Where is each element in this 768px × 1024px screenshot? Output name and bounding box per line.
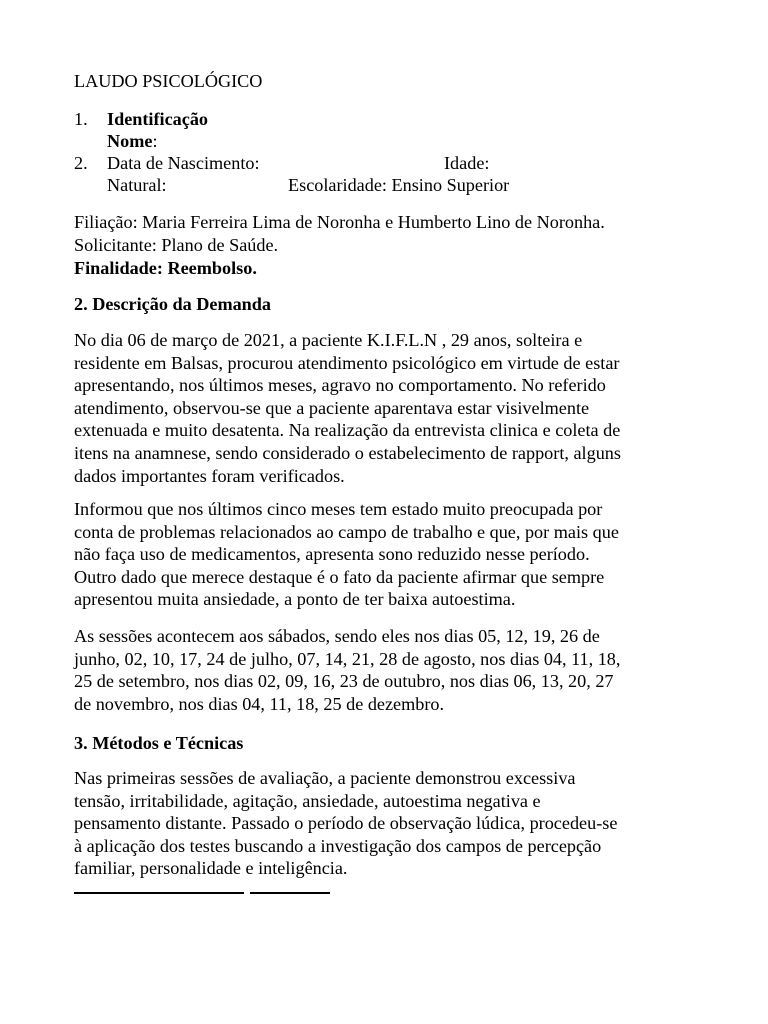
demanda-paragraph-3 bbox=[74, 625, 714, 715]
idade-label: Idade: bbox=[444, 153, 490, 173]
paragraph-line: conta de problemas relacionados ao campo de trabalho e que, por mais que bbox=[74, 521, 619, 542]
paragraph-line: 25 de setembro, nos dias 02, 09, 16, 23 de outubro, nos dias 06, 13, 20, 27 bbox=[74, 671, 614, 692]
paragraph-line: à aplicação dos testes buscando a investigação dos campos de percepção bbox=[74, 835, 602, 856]
paragraph-line: itens na anamnese, sendo considerado o estabelecimento de rapport, alguns bbox=[74, 442, 621, 463]
nome-label: Nome bbox=[107, 131, 153, 151]
nome-colon: : bbox=[152, 131, 158, 151]
paragraph-line: familiar, personalidade e inteligência. bbox=[74, 858, 348, 879]
metodos-paragraph-1 bbox=[74, 767, 714, 880]
escolaridade-label: Escolaridade: Ensino Superior bbox=[288, 175, 510, 195]
item1-number: 1. bbox=[74, 109, 88, 129]
section-heading-metodos: 3. Métodos e Técnicas bbox=[74, 733, 244, 753]
data-nascimento-label: Data de Nascimento: bbox=[107, 153, 260, 173]
paragraph-line: apresentando, nos últimos meses, agravo no comportamento. No referido bbox=[74, 375, 606, 396]
paragraph-line: extenuada e muito desatenta. Na realização da entrevista clinica e coleta de bbox=[74, 420, 621, 441]
paragraph-line: tensão, irritabilidade, agitação, ansiedade, autoestima negativa e bbox=[74, 790, 541, 811]
paragraph-line: pensamento distante. Passado o período de observação lúdica, procedeu-se bbox=[74, 813, 618, 834]
paragraph-line: não faça uso de medicamentos, apresenta sono reduzido nesse período. bbox=[74, 544, 590, 565]
paragraph-line: dados importantes foram verificados. bbox=[74, 465, 345, 486]
natural-label: Natural: bbox=[107, 175, 167, 195]
item2-number: 2. bbox=[74, 153, 88, 173]
nome-field bbox=[107, 130, 158, 152]
paragraph-line: Outro dado que merece destaque é o fato da paciente afirmar que sempre bbox=[74, 566, 605, 587]
paragraph-line: As sessões acontecem aos sábados, sendo eles nos dias 05, 12, 19, 26 de bbox=[74, 626, 600, 646]
demanda-paragraph-2 bbox=[74, 498, 714, 611]
paragraph-line: No dia 06 de março de 2021, a paciente K.I.F.L.N , 29 anos, solteira e bbox=[74, 330, 583, 350]
demanda-paragraph-1 bbox=[74, 329, 714, 487]
paragraph-line: de novembro, nos dias 04, 11, 18, 25 de dezembro. bbox=[74, 693, 445, 714]
document-title: LAUDO PSICOLÓGICO bbox=[74, 71, 263, 91]
paragraph-line: junho, 02, 10, 17, 24 de julho, 07, 14, 21, 28 de agosto, nos dias 04, 11, 18, bbox=[74, 648, 621, 669]
paragraph-line: apresentou muita ansiedade, a ponto de ter baixa autoestima. bbox=[74, 589, 516, 610]
signature-line bbox=[74, 892, 244, 894]
paragraph-line: Nas primeiras sessões de avaliação, a paciente demonstrou excessiva bbox=[74, 768, 576, 788]
section-heading-demanda: 2. Descrição da Demanda bbox=[74, 294, 272, 314]
filiacao-text: Filiação: Maria Ferreira Lima de Noronha e Humberto Lino de Noronha. bbox=[74, 212, 605, 232]
paragraph-line: residente em Balsas, procurou atendimento psicológico em virtude de estar bbox=[74, 352, 620, 373]
paragraph-line: Informou que nos últimos cinco meses tem estado muito preocupada por bbox=[74, 499, 603, 519]
solicitante-text: Solicitante: Plano de Saúde. bbox=[74, 235, 279, 255]
identificacao-label: Identificação bbox=[107, 109, 209, 129]
finalidade-text: Finalidade: Reembolso. bbox=[74, 258, 257, 278]
signature-line bbox=[250, 892, 330, 894]
paragraph-line: atendimento, observou-se que a paciente aparentava estar visivelmente bbox=[74, 397, 590, 418]
